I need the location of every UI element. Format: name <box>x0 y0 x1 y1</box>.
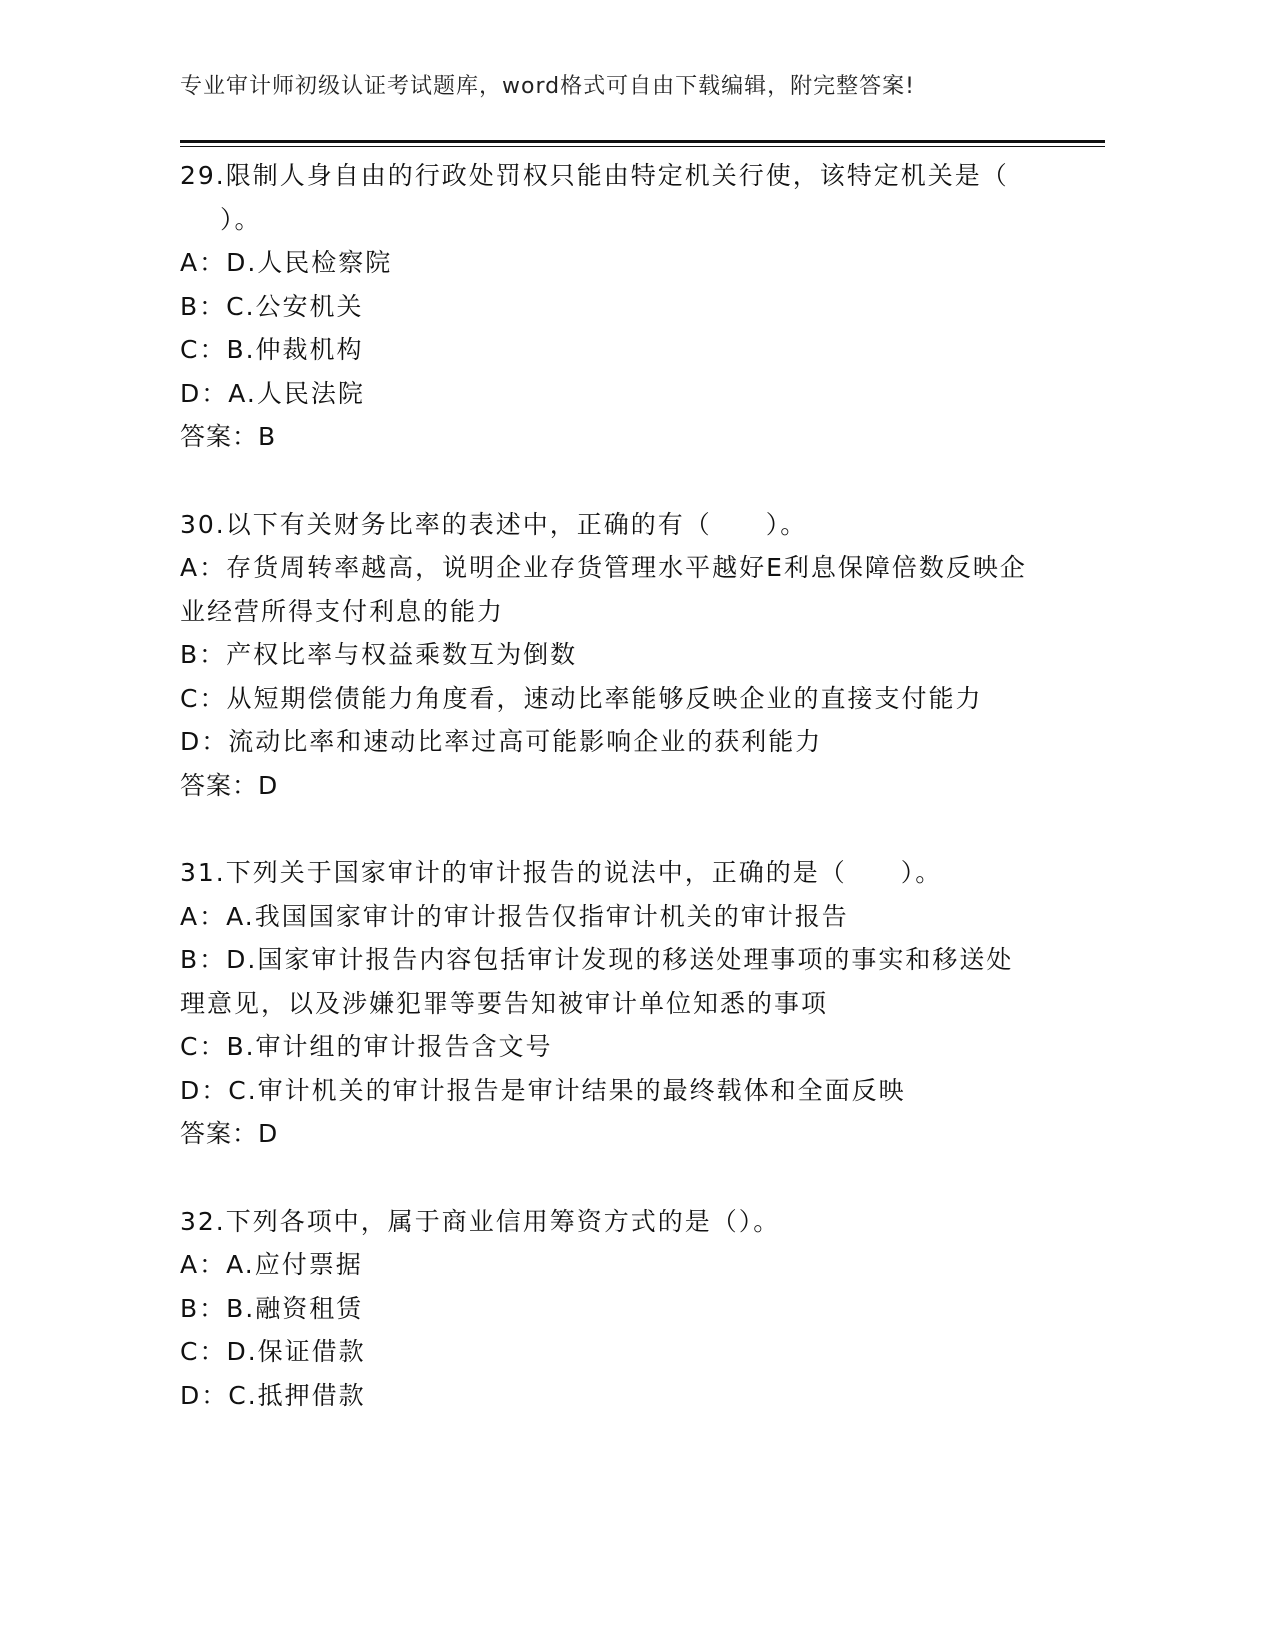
question-stem: 31.下列关于国家审计的审计报告的说法中，正确的是（ ）。 <box>180 858 943 887</box>
page-header: 专业审计师初级认证考试题库，word格式可自由下载编辑，附完整答案! <box>180 74 915 99</box>
option-b: B：D.国家审计报告内容包括审计发现的移送处理事项的事实和移送处理意见，以及涉嫌犯罪等要告知被审计单位知悉的事项 <box>180 945 1014 1018</box>
question-list <box>180 154 1040 1461</box>
answer-text: 答案：D <box>180 770 279 800</box>
option-a: A：A.应付票据 <box>180 1250 363 1279</box>
header-rule-thick <box>180 140 1105 143</box>
option-b: B：B.融资租赁 <box>180 1293 364 1323</box>
question-stem-continued: ）。 <box>220 204 262 234</box>
question-31 <box>180 851 1040 1156</box>
header-rule-thin <box>180 146 1105 147</box>
option-d: D：C.审计机关的审计报告是审计结果的最终载体和全面反映 <box>180 1075 906 1105</box>
question-32 <box>180 1200 1040 1418</box>
option-c: C：D.保证借款 <box>180 1337 366 1366</box>
question-stem: 29.限制人身自由的行政处罚权只能由特定机关行使，该特定机关是（ <box>180 161 1009 190</box>
option-c: C：从短期偿债能力角度看，速动比率能够反映企业的直接支付能力 <box>180 683 983 713</box>
question-stem: 30.以下有关财务比率的表述中，正确的有（ ）。 <box>180 509 808 539</box>
option-c: C：B.审计组的审计报告含文号 <box>180 1032 553 1061</box>
option-d: D：C.抵押借款 <box>180 1380 366 1410</box>
question-stem: 32.下列各项中，属于商业信用筹资方式的是（）。 <box>180 1206 781 1236</box>
answer-text: 答案：B <box>180 422 277 451</box>
option-d: D：A.人民法院 <box>180 378 365 408</box>
option-b: B：产权比率与权益乘数互为倒数 <box>180 640 578 669</box>
answer-text: 答案：D <box>180 1119 279 1148</box>
option-b: B：C.公安机关 <box>180 291 364 321</box>
option-a: A：A.我国国家审计的审计报告仅指审计机关的审计报告 <box>180 901 849 931</box>
option-c: C：B.仲裁机构 <box>180 335 364 364</box>
question-29 <box>180 154 1040 459</box>
option-d: D：流动比率和速动比率过高可能影响企业的获利能力 <box>180 727 823 756</box>
option-a: A：D.人民检察院 <box>180 248 393 277</box>
question-30 <box>180 503 1040 808</box>
option-a: A：存货周转率越高，说明企业存货管理水平越好E利息保障倍数反映企业经营所得支付利息的能力 <box>180 553 1027 626</box>
